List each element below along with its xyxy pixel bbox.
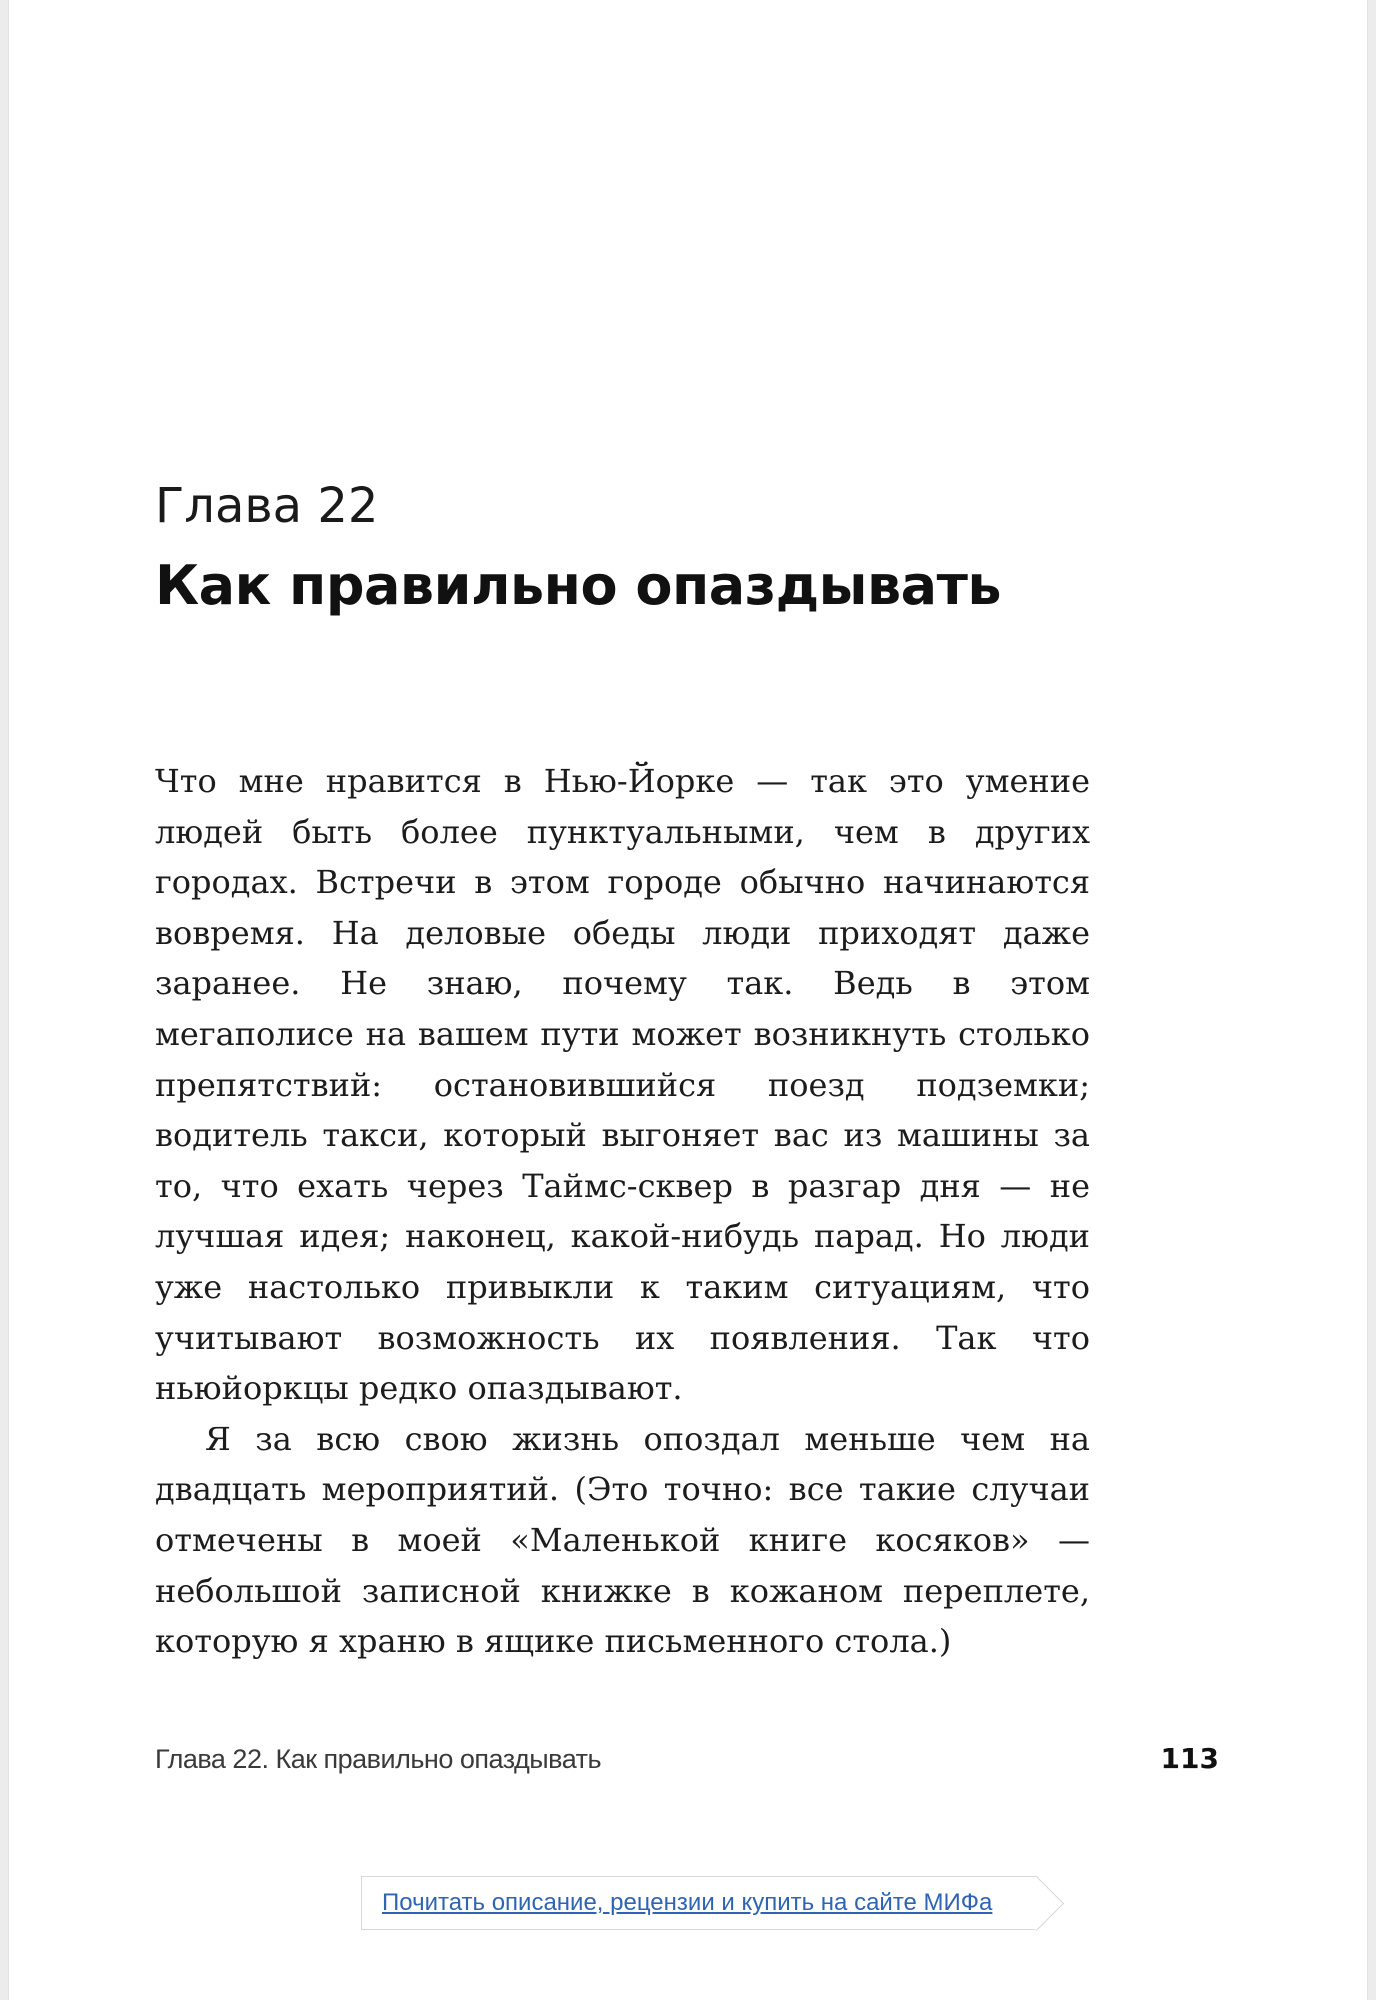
page-number: 113 (1160, 1742, 1219, 1775)
paragraph-2: Я за всю свою жизнь опоздал меньше чем на двадцать мероприятий. (Это точно: все такие случаи отмечены в моей «Маленькой книге косяков» — небольшой записной книжке в кожаном переплете, которую я храню в ящике письменного стола.) (155, 1419, 1090, 1661)
running-footer-title: Глава 22. Как правильно опаздывать (155, 1744, 602, 1774)
chapter-title: Как правильно опаздывать (155, 554, 1002, 617)
publisher-link-label: Почитать описание, рецензии и купить на сайте МИФа (382, 1889, 993, 1916)
body-text (155, 756, 1090, 1667)
book-page (8, 0, 1368, 2000)
paragraph-1: Что мне нравится в Нью-Йорке — так это умение людей быть более пунктуальными, чем в других городах. Встречи в этом городе обычно начинаются вовремя. На деловые обеды люди приходят даже заранее. Не знаю, почему так. Ведь в этом мегаполисе на вашем пути может возникнуть столько препятствий: остановившийся поезд подземки; водитель такси, который выгоняет вас из машины за то, что ехать через Таймс-сквер в разгар дня — не лучшая идея; наконец, какой-нибудь парад. Но люди уже настолько привыкли к таким ситуациям, что учитывают возможность их появления. Так что ньюйоркцы редко опаздывают. (155, 762, 1090, 1408)
publisher-link-button[interactable] (361, 1876, 1037, 1930)
chapter-number: Глава 22 (155, 478, 379, 534)
